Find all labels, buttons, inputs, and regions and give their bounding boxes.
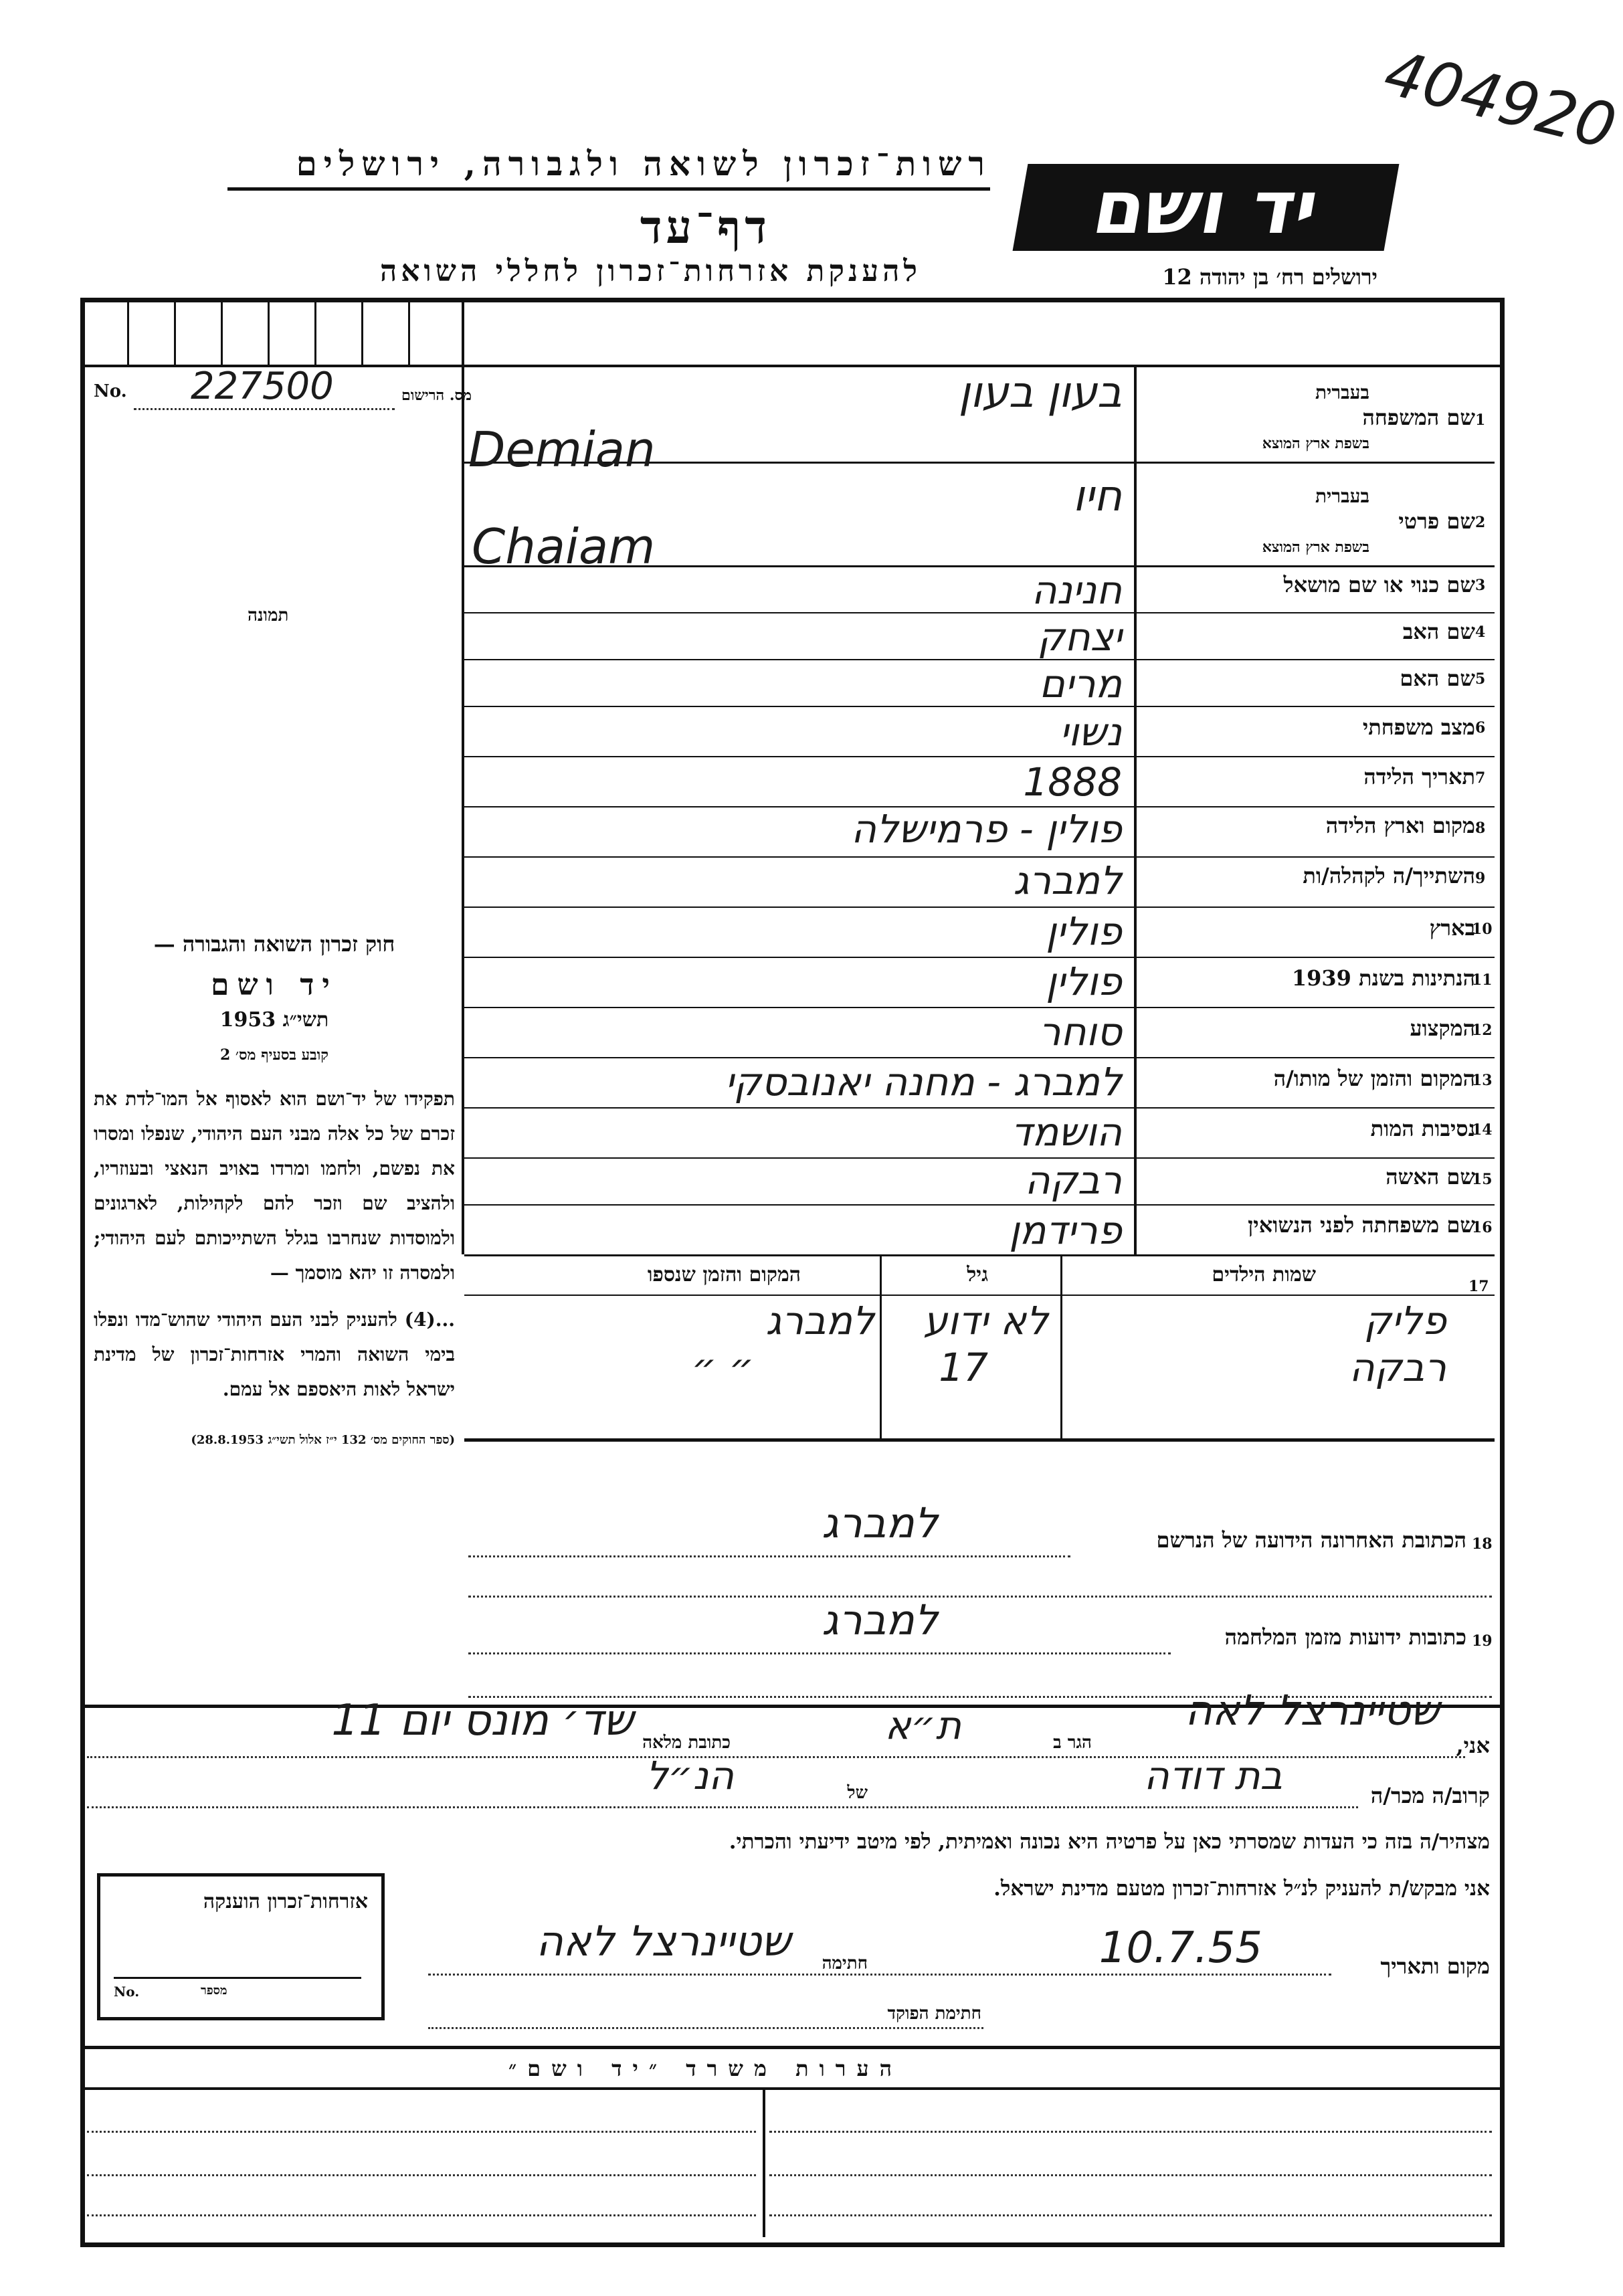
field-19-dotline [468,1652,1171,1654]
law-clause: קובע בסעיף מס׳ 2 [219,1046,329,1064]
row-divider [464,706,1495,707]
field-2-value: חיו [1072,472,1122,521]
notes-col-divider [763,2090,765,2237]
officer-signature-label: חתימת הפוקד [887,2004,981,2024]
field-2-sub-origin: בשפת ארץ המוצא [1262,539,1369,556]
field-8-value: פולין - פרמישלה [851,806,1122,852]
declarant-name: שטיינרצל לאה [1185,1686,1440,1735]
citizenship-number-label: מספר [201,1984,227,1998]
child-1-place: למברג [765,1298,874,1343]
field-16-label: שם משפחתה לפני הנשואין [1248,1212,1475,1238]
children-col-age: גיל [967,1263,988,1286]
field-1-value-latin: Demian [468,421,656,478]
strip-tick [127,301,129,365]
strip-tick [361,301,363,365]
field-13-label: המקום והזמן של מותו/ה [1273,1066,1475,1091]
field-7-value: 1888 [1023,759,1122,805]
field-19-number: 19 [1472,1632,1493,1650]
field-10-number: 10 [1472,921,1493,938]
child-1-name: פליק [1363,1298,1446,1343]
field-12-number: 12 [1472,1022,1493,1039]
child-2-name: רבקה [1349,1345,1446,1390]
field-2-value-latin: Chaiam [472,518,656,575]
field-3-label: שם כנוי או שם מושאל [1283,572,1475,597]
field-2-number: 2 [1475,514,1486,531]
law-title: חוק זכרון השואה והגבורה — [153,931,395,957]
form-subtitle: להענקת אזרחות־זכרון לחללי השואה [379,254,921,288]
field-16-number: 16 [1472,1219,1493,1236]
office-notes-title: הערות משרד ״יד ושם״ [508,2056,902,2081]
field-1-label: שם המשפחה [1362,405,1475,430]
field-13-number: 13 [1472,1072,1493,1089]
declarant-street: שד׳ מונס יום 11 [331,1696,634,1745]
field-9-value: למברג [1013,858,1122,903]
field-15-number: 15 [1472,1171,1493,1188]
field-10-label: בארץ [1429,915,1475,941]
registration-no-label: No. [94,381,127,401]
field-1-sub-origin: בשפת ארץ המוצא [1262,435,1369,452]
field-18-value: למברג [822,1499,938,1547]
declarant-relation: בת דודה [1143,1753,1282,1798]
row-divider [464,612,1495,613]
strip-tick [314,301,316,365]
section-divider [464,1438,1495,1442]
notes-dotline [769,2174,1492,2176]
field-10-value: פולין [1046,908,1122,954]
row-divider [464,756,1495,757]
declarant-lives-label: הגר ב [1053,1733,1092,1753]
notes-dotline [87,2174,756,2176]
strip-tick [174,301,176,365]
field-6-label: מצב משפחתי [1362,714,1475,740]
declarant-signature: שטיינרצל לאה [536,1917,791,1966]
row-divider [464,1007,1495,1008]
signature-dotline [428,1974,1331,1976]
field-19-value: למברג [822,1596,938,1644]
label-column-divider [1134,367,1137,1256]
row-divider [464,1204,1495,1206]
declarant-relation-label: קרוב/ה מכר/ה [1370,1783,1490,1808]
field-12-label: המקצוע [1410,1016,1475,1041]
field-4-value: יצחק [1037,614,1122,660]
children-col-divider [1060,1256,1062,1440]
field-3-value: חנינה [1031,567,1122,613]
field-8-label: מקום וארץ הלידה [1325,813,1475,838]
field-7-number: 7 [1475,769,1486,787]
row-divider [464,1107,1495,1109]
children-col-names: שמות הילדים [1212,1263,1316,1286]
child-1-age: לא ידוע [923,1298,1048,1343]
field-19-label: כתובות ידועות מזמן המלחמה [1224,1624,1466,1650]
strip-tick [268,301,270,365]
field-5-label: שם האם [1400,666,1475,691]
law-year: תשי״ג 1953 [219,1008,329,1032]
citizenship-no-label: No. [114,1984,140,2000]
field-16-value: פרידמן [1009,1208,1122,1253]
logo-address: ירושלים רח׳ בן יהודה 12 [1162,264,1377,290]
left-column-divider [462,301,464,1254]
header-organization: רשות־זכרון לשואה ולגבורה, ירושלים [296,144,991,183]
field-17-number: 17 [1468,1278,1489,1295]
declarant-date: 10.7.55 [1099,1923,1262,1973]
field-3-number: 3 [1475,577,1486,594]
registration-dotline [134,408,395,410]
row-divider [464,659,1495,660]
row-divider [464,1157,1495,1159]
notes-divider [80,2046,1500,2049]
row-divider [464,1057,1495,1058]
citizenship-box-title: אזרחות־זכרון הוענקה [203,1890,368,1913]
form-title: דף־עד [640,201,771,254]
field-14-number: 14 [1472,1121,1493,1139]
field-14-label: נסיבות המות [1370,1116,1475,1141]
strip-tick [221,301,223,365]
declarant-dotline-2 [87,1806,1358,1808]
child-2-place: ״ ״ [691,1345,754,1390]
field-7-label: תאריך הלידה [1363,764,1475,789]
field-1-sub-hebrew: בעברית [1315,381,1369,403]
law-paragraph-1: תפקידו של יד־ושם הוא לאסוף אל המו־לדת את זכרם של כל אלה מבני העם היהודי, שנפלו ומסרו את נפשם, ולחמו ומרדו באויב הנאצי ובעוזריו, ולהציב שם וזכר להם לקהילות, לארגונים ולמוסדות שנחרבו בגלל השתייכותם לעם היהודי; ולמסרה זו יהא מוסמך — [94,1088,455,1284]
row-divider [464,957,1495,958]
field-6-value: נשוי [1059,709,1122,755]
children-col-place: המקום והזמן שנספו [647,1263,801,1286]
officer-dotline [428,2027,983,2029]
registration-label: מס. הרישום [401,387,472,404]
notes-divider [80,2087,1500,2090]
citizenship-line [114,1977,361,1979]
law-source: (ספר החוקים מס׳ 132 י״ז אלול תשי״ג 28.8.1953) [191,1433,455,1447]
field-2-sub-hebrew: בעברית [1315,485,1369,507]
field-1-number: 1 [1475,411,1486,429]
field-18-label: הכתובת האחרונה הידועה של הנרשם [1156,1527,1466,1553]
children-col-divider [880,1256,882,1440]
field-13-value: למברג - מחנה יאנובסקי [725,1059,1122,1105]
yad-vashem-logo: יד ושם [1013,164,1400,251]
place-date-label: מקום ותאריך [1380,1953,1490,1979]
field-11-value: פולין [1046,959,1122,1004]
notes-dotline [769,2131,1492,2133]
row-divider [464,856,1495,858]
signature-label: חתימה [822,1953,868,1974]
field-5-value: מרים [1039,661,1122,706]
notes-dotline [769,2214,1492,2216]
law-text-block [94,927,455,1458]
field-4-number: 4 [1475,624,1486,641]
field-1-value: בעון בעון [958,368,1122,417]
field-2-label: שם פרטי [1398,508,1475,534]
header-divider [227,187,990,191]
notes-dotline [87,2131,756,2133]
declarant-of-value: הנ״ל [646,1753,734,1798]
notes-dotline [87,2214,756,2216]
row-divider [464,906,1495,908]
field-18-dotline-2 [468,1596,1492,1598]
declaration-text: מצהיר/ה בזה כי העדות שמסרתי כאן על פרטיה היא נכונה ואמיתית, לפי מיטב ידיעתי והכרתי. [729,1830,1490,1854]
declarant-of-label: של [847,1783,868,1803]
field-14-value: הושמד [1011,1109,1122,1155]
field-6-number: 6 [1475,719,1486,737]
citizenship-box [97,1873,385,2020]
row-divider [464,1254,1495,1256]
children-header-divider [464,1295,1495,1296]
field-9-number: 9 [1475,870,1486,887]
field-11-label: הנתינות בשנת 1939 [1291,965,1475,991]
document-number: 404920 [1377,37,1623,163]
field-9-label: השתייך/ה לקהלה/ות [1303,863,1475,888]
photo-label: תמונה [248,605,289,626]
field-18-dotline [468,1555,1070,1557]
field-5-number: 5 [1475,670,1486,688]
field-8-number: 8 [1475,820,1486,837]
request-text: אני מבקש/ת להעניק לנ״ל אזרחות־זכרון מטעם מדינת ישראל. [993,1877,1490,1901]
registration-number: 227500 [191,365,334,408]
declarant-street-label: כתובת מלאה [642,1733,731,1753]
law-paragraph-2: ...(4) להעניק לבני העם היהודי שהוש־מדו ונפלו בימי השואה והמרי אזרחות־זכרון של מדינת ישראל לאות היאספם אל עמם. [94,1309,455,1400]
field-11-number: 11 [1472,971,1493,989]
field-18-number: 18 [1472,1535,1493,1553]
field-15-value: רבקה [1024,1157,1122,1203]
child-2-age: 17 [939,1345,988,1390]
field-12-value: סוחר [1038,1009,1122,1054]
declarant-city: ת״א [884,1703,961,1748]
field-4-label: שם האב [1402,619,1475,644]
declarant-ani-label: אני, [1456,1733,1490,1758]
strip-tick [408,301,410,365]
law-name: יד ושם [211,968,338,1002]
field-15-label: שם האשה [1386,1164,1475,1189]
